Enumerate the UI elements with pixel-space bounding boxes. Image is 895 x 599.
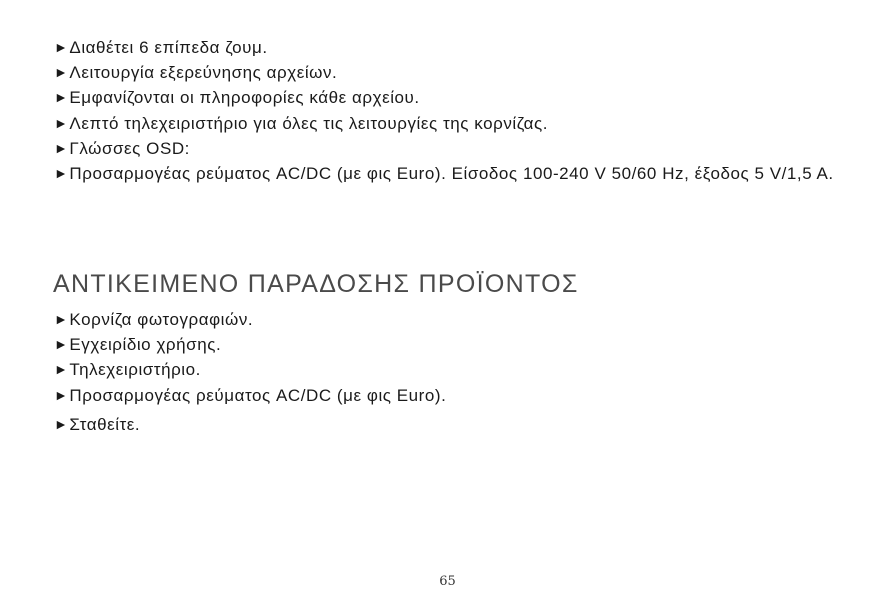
bullet-arrow-icon: ►: [54, 336, 69, 353]
section-title: ΑΝΤΙΚΕΙΜΕΝΟ ΠΑΡΑΔΟΣΗΣ ΠΡΟΪΟΝΤΟΣ: [53, 270, 579, 298]
package-contents-list: [54, 307, 854, 437]
feature-item: [54, 111, 854, 136]
contents-item: [54, 383, 854, 408]
bullet-arrow-icon: ►: [54, 165, 69, 182]
feature-item: [54, 35, 854, 60]
feature-text: Προσαρμογέας ρεύματος AC/DC (με φις Euro). Είσοδος 100-240 V 50/60 Hz, έξοδος 5 V/1,5 A.: [69, 164, 834, 184]
bullet-arrow-icon: ►: [54, 361, 69, 378]
feature-text: Εμφανίζονται οι πληροφορίες κάθε αρχείου.: [69, 88, 420, 108]
contents-text: Κορνίζα φωτογραφιών.: [69, 310, 254, 329]
feature-item: [54, 136, 854, 161]
bullet-arrow-icon: ►: [54, 114, 69, 131]
feature-text: Διαθέτει 6 επίπεδα ζουμ.: [69, 38, 268, 57]
bullet-arrow-icon: ►: [54, 39, 69, 55]
bullet-arrow-icon: ►: [54, 139, 69, 156]
contents-text: Τηλεχειριστήριο.: [69, 360, 201, 380]
feature-text: Γλώσσες OSD:: [69, 138, 190, 158]
feature-item: [54, 85, 854, 110]
page-number: 65: [439, 574, 456, 589]
contents-text: Σταθείτε.: [69, 414, 141, 434]
bullet-arrow-icon: ►: [54, 89, 69, 106]
contents-item: [54, 357, 854, 382]
feature-item: [54, 60, 854, 85]
contents-text: Εγχειρίδιο χρήσης.: [69, 335, 222, 355]
contents-text: Προσαρμογέας ρεύματος AC/DC (με φις Euro).: [69, 385, 447, 405]
bullet-arrow-icon: ►: [54, 64, 69, 81]
feature-text: Λειτουργία εξερεύνησης αρχείων.: [69, 63, 338, 83]
bullet-arrow-icon: ►: [54, 311, 69, 327]
bullet-arrow-icon: ►: [54, 415, 69, 432]
features-list: [54, 35, 854, 186]
feature-item: [40, 161, 854, 186]
contents-item: [54, 332, 854, 357]
contents-item: [54, 412, 854, 437]
feature-text: Λεπτό τηλεχειριστήριο για όλες τις λειτουργίες της κορνίζας.: [69, 113, 549, 133]
bullet-arrow-icon: ►: [54, 386, 69, 403]
contents-item: [54, 307, 854, 332]
